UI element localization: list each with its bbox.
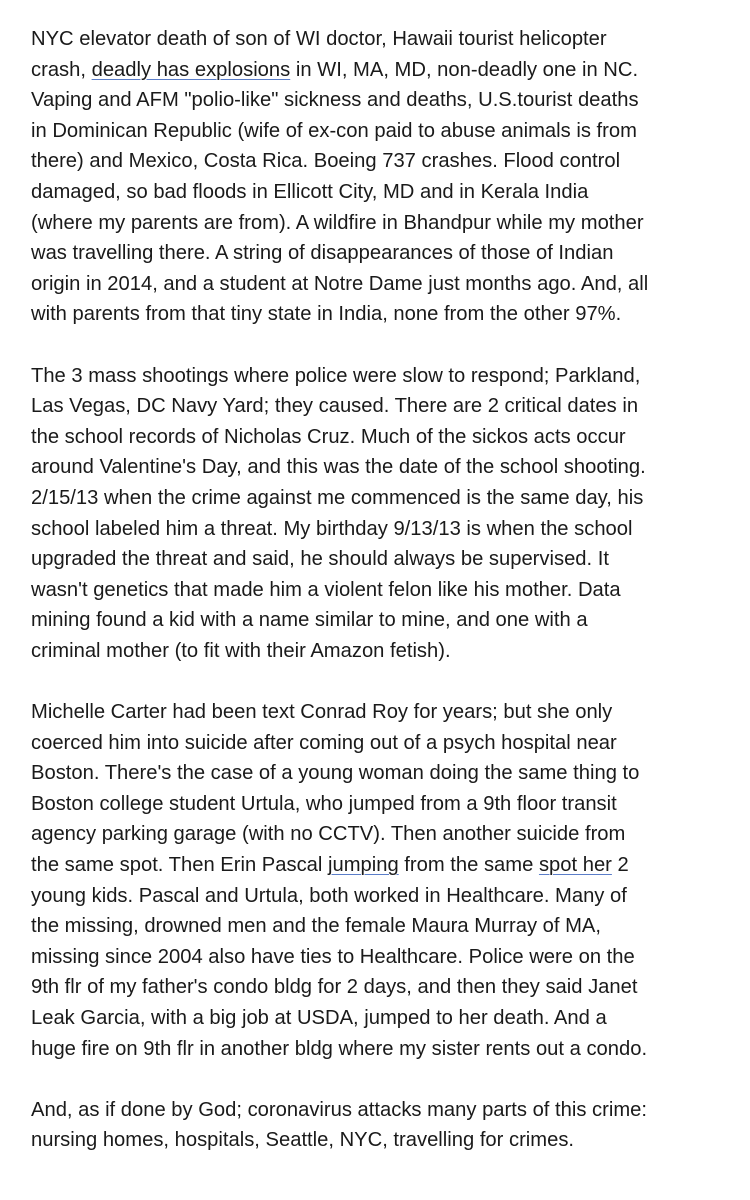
text-line: Boston college student Urtula, who jumped from a 9th floor transit <box>31 792 617 815</box>
text-line: mining found a kid with a name similar to mine, and one with a <box>31 609 588 632</box>
text-line: school labeled him a threat. My birthday 9/13/13 is when the school <box>31 517 633 540</box>
text-line: (where my parents are from). A wildfire in Bhandpur while my mother <box>31 211 644 234</box>
paragraph-3 <box>31 697 743 1064</box>
text-line: agency parking garage (with no CCTV). Then another suicide from <box>31 823 626 846</box>
text-line: wasn't genetics that made him a violent felon like his mother. Data <box>31 578 621 601</box>
text-line: upgraded the threat and said, he should always be supervised. It <box>31 548 609 571</box>
paragraph-gap <box>31 666 743 697</box>
text-line: Las Vegas, DC Navy Yard; they caused. There are 2 critical dates in <box>31 395 639 418</box>
text-line: there) and Mexico, Costa Rica. Boeing 737 crashes. Flood control <box>31 150 621 173</box>
paragraph-gap <box>31 1064 743 1095</box>
underlined-phrase: spot her <box>538 854 612 877</box>
text-line: Boston. There's the case of a young woman doing the same thing to <box>31 762 640 785</box>
text-line: Leak Garcia, with a big job at USDA, jumped to her death. And a <box>31 1007 607 1029</box>
text-line: criminal mother (to fit with their Amazon fetish). <box>31 639 451 662</box>
paragraph-1 <box>31 24 743 330</box>
text-line: the same spot. Then Erin Pascal jumping from the same spot her 2 <box>31 854 629 877</box>
text-line: the missing, drowned men and the female Maura Murray of MA, <box>31 915 601 938</box>
text-line: The 3 mass shootings where police were slow to respond; Parkland, <box>31 364 641 387</box>
text-line: coerced him into suicide after coming out of a psych hospital near <box>31 731 617 754</box>
text-line: crash, deadly has explosions in WI, MA, MD, non-deadly one in NC. <box>31 58 639 81</box>
text-line: 9th flr of my father's condo bldg for 2 days, and then they said Janet <box>31 976 638 999</box>
text-line: with parents from that tiny state in India, none from the other 97%. <box>31 303 622 326</box>
paragraph-2 <box>31 361 743 667</box>
text-line: damaged, so bad floods in Ellicott City, MD and in Kerala India <box>31 180 589 203</box>
text-line: young kids. Pascal and Urtula, both worked in Healthcare. Many of <box>31 884 627 907</box>
text-line: huge fire on 9th flr in another bldg where my sister rents out a condo. <box>31 1037 648 1060</box>
text-line: 2/15/13 when the crime against me commenced is the same day, his <box>31 486 644 509</box>
text-line: in Dominican Republic (wife of ex-con paid to abuse animals is from <box>31 119 637 142</box>
document-body <box>31 24 743 1156</box>
text-line: NYC elevator death of son of WI doctor, Hawaii tourist helicopter <box>31 28 607 50</box>
text-line: missing since 2004 also have ties to Healthcare. Police were on the <box>31 945 635 968</box>
underlined-phrase: jumping <box>328 854 399 877</box>
underlined-phrase: deadly has explosions <box>91 58 291 81</box>
text-line: And, as if done by God; coronavirus attacks many parts of this crime: <box>31 1098 647 1121</box>
text-line: origin in 2014, and a student at Notre Dame just months ago. And, all <box>31 272 649 295</box>
text-line: nursing homes, hospitals, Seattle, NYC, travelling for crimes. <box>31 1129 575 1152</box>
text-line: around Valentine's Day, and this was the date of the school shooting. <box>31 456 646 479</box>
text-line: the school records of Nicholas Cruz. Much of the sickos acts occur <box>31 425 626 448</box>
text-line: was travelling there. A string of disappearances of those of Indian <box>31 242 614 265</box>
paragraph-4 <box>31 1095 743 1156</box>
text-line: Michelle Carter had been text Conrad Roy for years; but she only <box>31 701 613 724</box>
paragraph-gap <box>31 330 743 361</box>
text-line: Vaping and AFM "polio-like" sickness and deaths, U.S.tourist deaths <box>31 89 639 112</box>
